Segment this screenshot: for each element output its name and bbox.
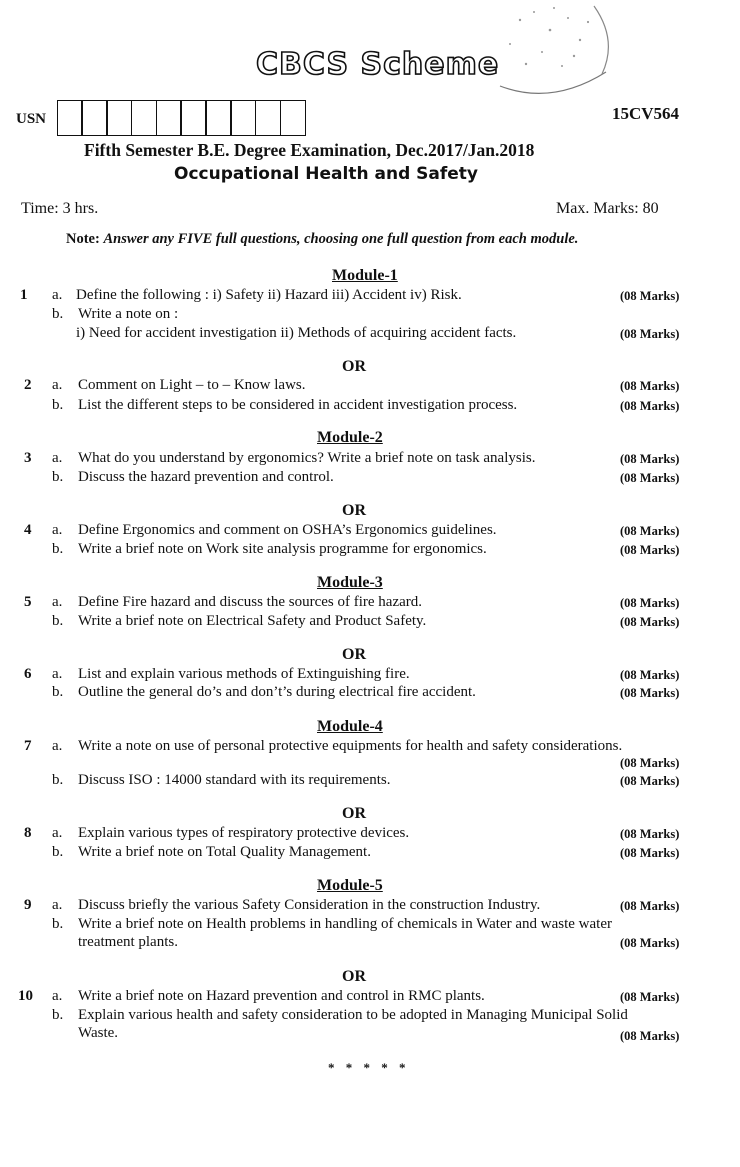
marks: (08 Marks) — [620, 774, 680, 788]
note-text: Answer any FIVE full questions, choosing one full question from each module. — [103, 231, 579, 247]
question-number: 10 — [18, 988, 33, 1004]
marks: (08 Marks) — [620, 289, 680, 303]
usn-box — [57, 100, 83, 136]
part-label: b. — [52, 541, 64, 557]
question-text: Write a note on use of personal protective equipments for health and safety considerations. — [78, 738, 623, 754]
marks: (08 Marks) — [620, 846, 680, 860]
usn-box — [156, 100, 182, 136]
marks: (08 Marks) — [620, 686, 680, 700]
part-label: b. — [52, 397, 64, 413]
marks: (08 Marks) — [620, 899, 680, 913]
question-text: Write a brief note on Hazard prevention and control in RMC plants. — [78, 988, 485, 1004]
usn-entry-boxes — [58, 100, 306, 136]
marks: (08 Marks) — [620, 471, 680, 485]
usn-box — [230, 100, 256, 136]
question-text: Discuss briefly the various Safety Consideration in the construction Industry. — [78, 897, 541, 913]
marks: (08 Marks) — [620, 827, 680, 841]
note-label: Note: — [66, 231, 100, 247]
time-allowed: Time: 3 hrs. — [21, 200, 99, 217]
question-text: List the different steps to be considered in accident investigation process. — [78, 397, 518, 413]
module-heading: Module-3 — [317, 574, 383, 591]
part-label: a. — [52, 450, 63, 466]
module-heading: Module-1 — [332, 267, 398, 284]
or-divider: OR — [342, 968, 366, 985]
question-number: 7 — [24, 738, 32, 754]
part-label: b. — [52, 916, 64, 932]
marks: (08 Marks) — [620, 615, 680, 629]
question-number: 9 — [24, 897, 32, 913]
question-text: Discuss ISO : 14000 standard with its requirements. — [78, 772, 391, 788]
question-text: Define the following : i) Safety ii) Hazard iii) Accident iv) Risk. — [76, 287, 462, 303]
marks: (08 Marks) — [620, 756, 680, 770]
subject-title: Occupational Health and Safety — [174, 164, 479, 184]
question-text: Write a brief note on Health problems in handling of chemicals in Water and waste water — [78, 916, 612, 932]
module-heading: Module-5 — [317, 877, 383, 894]
module-heading: Module-4 — [317, 718, 383, 735]
question-text: Discuss the hazard prevention and control. — [78, 469, 334, 485]
question-number: 4 — [24, 522, 32, 538]
question-text-continued: treatment plants. — [78, 934, 178, 950]
marks: (08 Marks) — [620, 668, 680, 682]
question-text: Outline the general do’s and don’t’s during electrical fire accident. — [78, 684, 476, 700]
usn-box — [106, 100, 132, 136]
part-label: b. — [52, 772, 64, 788]
max-marks: Max. Marks: 80 — [556, 200, 659, 217]
part-label: a. — [52, 522, 63, 538]
question-text: Write a brief note on Work site analysis programme for ergonomics. — [78, 541, 487, 557]
part-label: a. — [52, 897, 63, 913]
part-label: b. — [52, 469, 64, 485]
question-text: Write a note on : — [78, 306, 179, 322]
question-text: List and explain various methods of Extinguishing fire. — [78, 666, 410, 682]
usn-box — [205, 100, 231, 136]
question-text: Write a brief note on Total Quality Management. — [78, 844, 371, 860]
question-text: Explain various health and safety consideration to be adopted in Managing Municipal Solid — [78, 1007, 628, 1023]
scheme-logo: CBCS Scheme — [256, 47, 500, 82]
usn-box — [81, 100, 107, 136]
question-text: Define Fire hazard and discuss the sources of fire hazard. — [78, 594, 423, 610]
part-label: a. — [52, 594, 63, 610]
or-divider: OR — [342, 646, 366, 663]
marks: (08 Marks) — [620, 452, 680, 466]
part-label: a. — [52, 738, 63, 754]
question-number: 3 — [24, 450, 32, 466]
part-label: a. — [52, 825, 63, 841]
module-heading: Module-2 — [317, 429, 383, 446]
marks: (08 Marks) — [620, 327, 680, 341]
question-text: What do you understand by ergonomics? Write a brief note on task analysis. — [78, 450, 536, 466]
or-divider: OR — [342, 805, 366, 822]
marks: (08 Marks) — [620, 524, 680, 538]
part-label: b. — [52, 844, 64, 860]
marks: (08 Marks) — [620, 543, 680, 557]
part-label: b. — [52, 306, 64, 322]
instructions-note — [66, 231, 578, 248]
question-text: Explain various types of respiratory protective devices. — [78, 825, 410, 841]
question-text: Comment on Light – to – Know laws. — [78, 377, 306, 393]
stamp-seal-icon — [490, 0, 614, 96]
paper-code: 15CV564 — [612, 104, 680, 123]
part-label: a. — [52, 287, 63, 303]
question-number: 5 — [24, 594, 32, 610]
or-divider: OR — [342, 502, 366, 519]
marks: (08 Marks) — [620, 936, 680, 950]
marks: (08 Marks) — [620, 596, 680, 610]
usn-box — [131, 100, 157, 136]
question-text-continued: Waste. — [78, 1025, 119, 1041]
question-number: 8 — [24, 825, 32, 841]
question-number: 6 — [24, 666, 32, 682]
question-text: i) Need for accident investigation ii) Methods of acquiring accident facts. — [76, 325, 517, 341]
part-label: a. — [52, 377, 63, 393]
question-text: Define Ergonomics and comment on OSHA’s Ergonomics guidelines. — [78, 522, 497, 538]
marks: (08 Marks) — [620, 399, 680, 413]
or-divider: OR — [342, 358, 366, 375]
usn-box — [255, 100, 281, 136]
question-number: 2 — [24, 377, 32, 393]
question-text: Write a brief note on Electrical Safety and Product Safety. — [78, 613, 427, 629]
usn-label: USN — [16, 111, 47, 127]
usn-box — [280, 100, 306, 136]
end-marker: * * * * * — [328, 1060, 410, 1075]
part-label: a. — [52, 666, 63, 682]
marks: (08 Marks) — [620, 379, 680, 393]
marks: (08 Marks) — [620, 1029, 680, 1043]
exam-title: Fifth Semester B.E. Degree Examination, Dec.2017/Jan.2018 — [84, 140, 535, 160]
marks: (08 Marks) — [620, 990, 680, 1004]
part-label: b. — [52, 684, 64, 700]
part-label: b. — [52, 1007, 64, 1023]
usn-box — [180, 100, 206, 136]
part-label: b. — [52, 613, 64, 629]
part-label: a. — [52, 988, 63, 1004]
question-number: 1 — [20, 287, 28, 303]
